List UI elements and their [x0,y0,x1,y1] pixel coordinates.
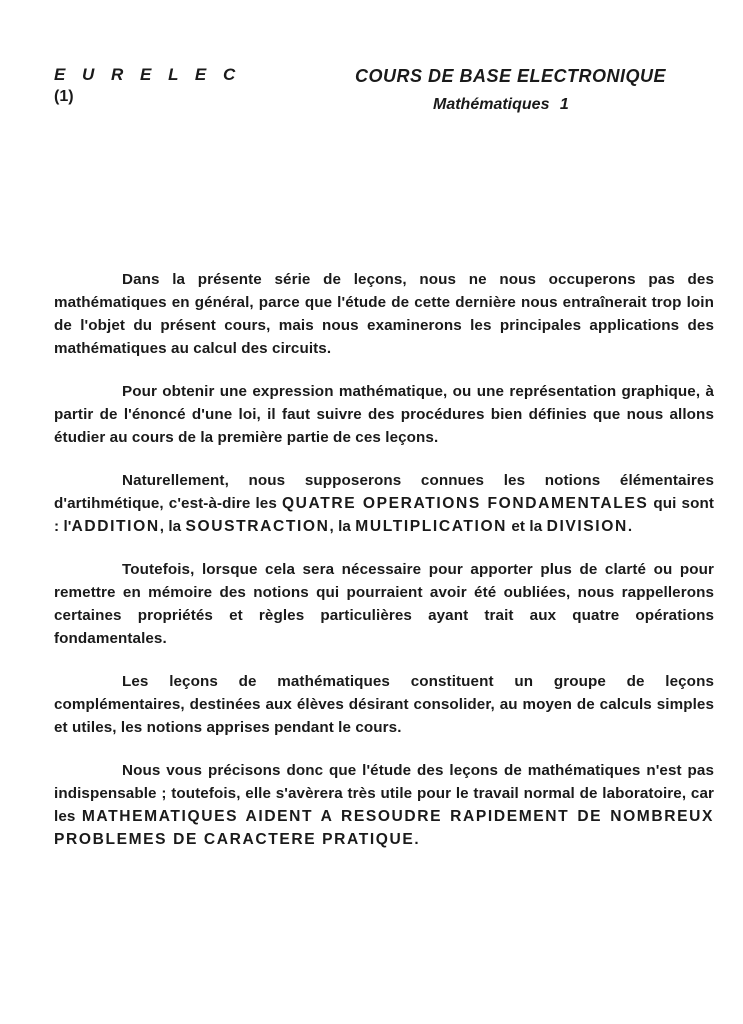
text-run: . [414,831,419,848]
header-left [54,64,241,108]
text-run: qui sont : l' [54,495,714,535]
brand-name: E U R E L E C [54,65,242,84]
text-run: , la [159,518,186,535]
text-run: et la [507,518,547,535]
emphasis-division: DIVISION [546,518,628,535]
course-subtitle: Mathématiques 1 [433,96,569,113]
emphasis-conclusion: MATHEMATIQUES AIDENT A RESOUDRE RAPIDEMENT DE NOMBREUX PROBLEMES DE CARACTERE PRATIQUE [54,808,714,848]
document-body [54,268,714,871]
paragraph-reminders: Toutefois, lorsque cela sera nécessaire pour apporter plus de clarté ou pour remettre en mémoire des notions qui pourraient avoir été oubliées, nous rappellerons certaines propriétés et règles particulières ayant trait aux quatre opérations fondamentales. [54,561,714,647]
text-run: Nous vous précisons donc que l'étude des leçons de mathématiques n'est pas indispensable ; toutefois, elle s'avèrera très utile pour le travail normal de laboratoire, car les [54,762,714,825]
header-right [355,64,715,116]
paragraph-operations [54,469,714,538]
paragraph-procedures: Pour obtenir une expression mathématique, ou une représentation graphique, à partir de l'énoncé d'une loi, il faut suivre des procédures bien définies que nous allons étudier au cours de la première partie de ces leçons. [54,383,714,446]
paragraph-conclusion [54,759,714,851]
course-title: COURS DE BASE ELECTRONIQUE [355,66,667,86]
lesson-number: (1) [54,88,74,105]
emphasis-multiplication: MULTIPLICATION [355,518,508,535]
emphasis-subtraction: SOUSTRACTION [185,518,330,535]
text-run: , la [329,518,356,535]
text-run: . [627,518,633,535]
text-run: Naturellement, nous supposerons connues les notions élémentaires d'artihmétique, c'est-à-dire les [54,472,714,512]
emphasis-operations: QUATRE OPERATIONS FONDAMENTALES [281,495,649,512]
emphasis-addition: ADDITION [71,518,160,535]
paragraph-complementary: Les leçons de mathématiques constituent un groupe de leçons complémentaires, destinées aux élèves désirant consolider, au moyen de calculs simples et utiles, les notions apprises pendant le cours. [54,673,714,736]
paragraph-intro: Dans la présente série de leçons, nous ne nous occuperons pas des mathématiques en général, parce que l'étude de cette dernière nous entraînerait trop loin de l'objet du présent cours, mais nous examinerons les principales applications des mathématiques au calcul des circuits. [54,271,714,357]
